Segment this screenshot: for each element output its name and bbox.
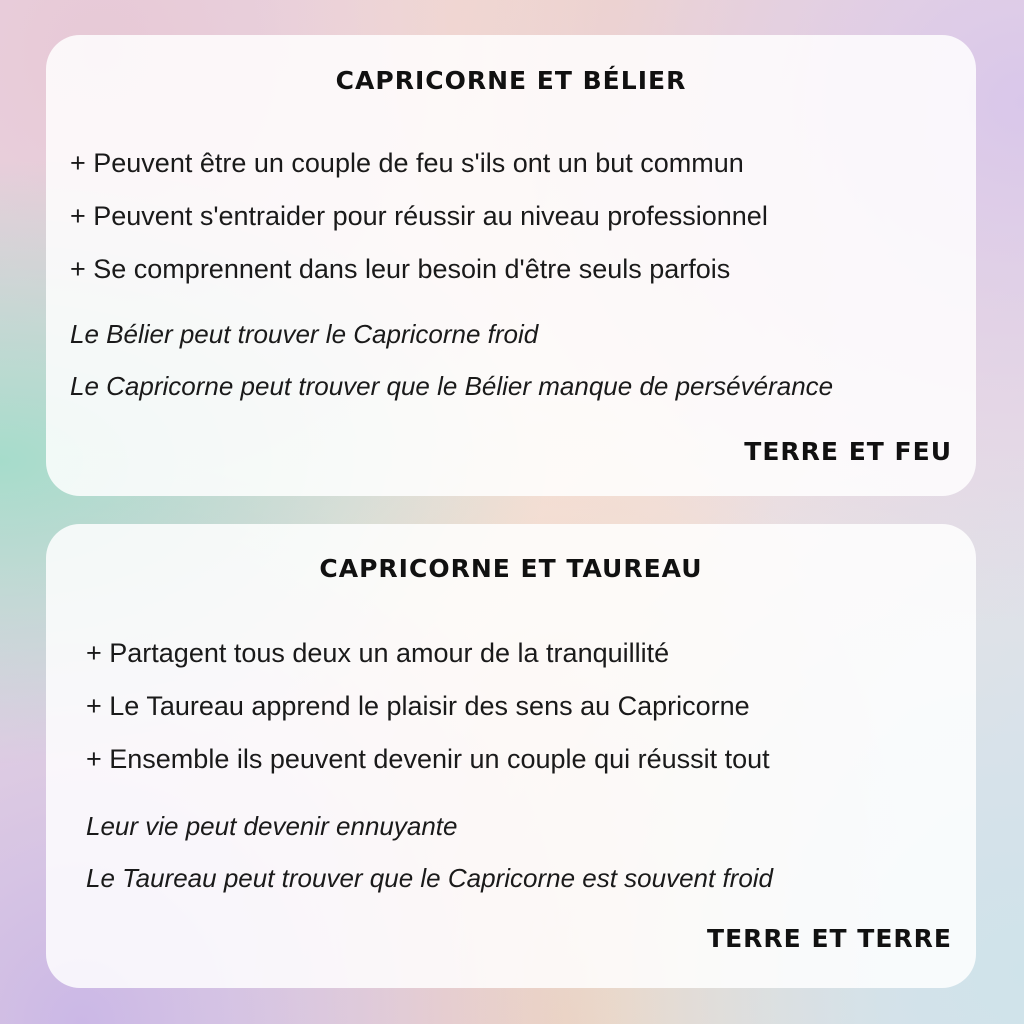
pro-item: + Peuvent être un couple de feu s'ils ont un but commun [70, 148, 744, 178]
element-pairing-label: TERRE ET FEU [744, 437, 952, 466]
pro-item: + Ensemble ils peuvent devenir un couple qui réussit tout [86, 744, 770, 774]
compatibility-card-taureau [46, 524, 976, 988]
pros-list [70, 137, 768, 296]
cons-list [70, 308, 833, 412]
con-item: Le Taureau peut trouver que le Capricorne est souvent froid [86, 863, 774, 893]
pros-list [86, 627, 770, 786]
pro-item: + Se comprennent dans leur besoin d'être seuls parfois [70, 254, 731, 284]
pro-item: + Le Taureau apprend le plaisir des sens au Capricorne [86, 691, 750, 721]
con-item: Leur vie peut devenir ennuyante [86, 811, 458, 841]
con-item: Le Bélier peut trouver le Capricorne froid [70, 319, 539, 349]
pro-item: + Partagent tous deux un amour de la tranquillité [86, 638, 670, 668]
card-title: CAPRICORNE ET TAUREAU [319, 554, 703, 583]
compatibility-card-belier [46, 35, 976, 496]
con-item: Le Capricorne peut trouver que le Bélier manque de persévérance [70, 371, 834, 401]
cons-list [86, 800, 773, 904]
pro-item: + Peuvent s'entraider pour réussir au niveau professionnel [70, 201, 768, 231]
element-pairing-label: TERRE ET TERRE [707, 924, 952, 953]
card-title: CAPRICORNE ET BÉLIER [335, 66, 687, 95]
